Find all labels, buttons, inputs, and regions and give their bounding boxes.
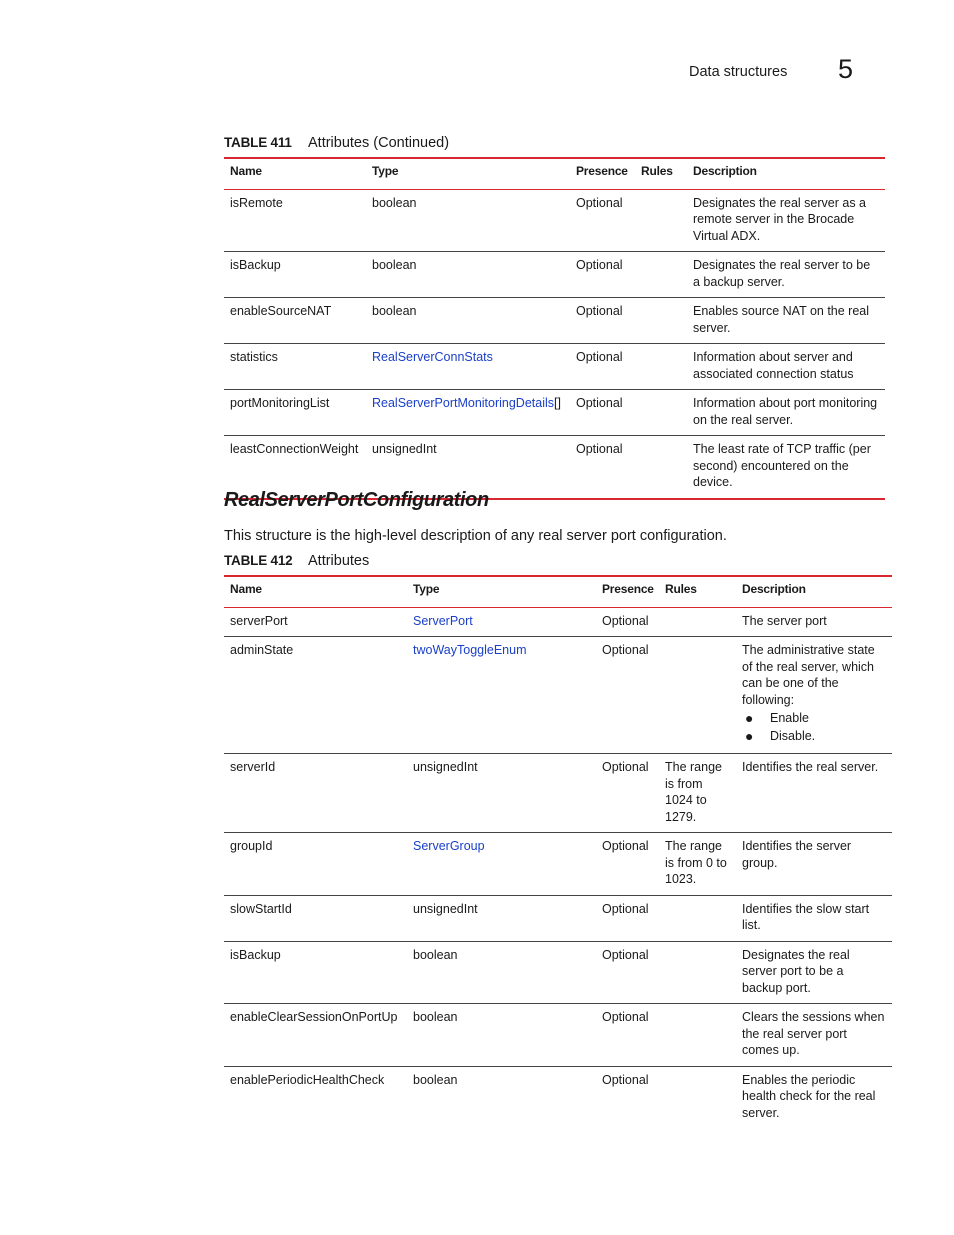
cell-type — [407, 895, 596, 941]
cell-rules — [635, 189, 687, 252]
table-411-label: TABLE 411 — [224, 135, 292, 150]
cell-type — [407, 607, 596, 637]
description-text: The least rate of TCP traffic (per second) encountered on the device. — [693, 442, 871, 489]
cell-name: enablePeriodicHealthCheck — [230, 1072, 385, 1087]
table-row — [224, 833, 892, 896]
type-text: boolean — [413, 1010, 458, 1024]
cell-name: groupId — [224, 833, 407, 896]
cell-name: enableSourceNAT — [224, 298, 366, 344]
cell-description — [736, 607, 892, 637]
table-412-title: Attributes — [308, 553, 370, 569]
cell-presence: Optional — [570, 189, 635, 252]
running-header-section: Data structures — [689, 64, 788, 80]
type-text: boolean — [372, 304, 417, 318]
description-text: Designates the real server to be a backup server. — [693, 258, 871, 289]
cell-name: adminState — [224, 637, 407, 754]
table-412-label: TABLE 412 — [224, 553, 293, 568]
cell-presence: Optional — [570, 252, 635, 298]
cell-presence: Optional — [596, 1004, 659, 1067]
cell-description — [736, 941, 892, 1004]
cell-rules — [659, 895, 736, 941]
table-row — [224, 754, 892, 833]
type-link[interactable]: ServerGroup — [413, 839, 485, 853]
column-header-presence: Presence — [570, 158, 635, 189]
description-text: Information about port monitoring on the real server. — [693, 396, 878, 427]
column-header-type: Type — [366, 158, 570, 189]
table-row — [224, 189, 885, 252]
cell-rules — [635, 436, 687, 499]
cell-description — [736, 637, 892, 754]
cell-type — [366, 189, 570, 252]
description-text: Designates the real server port to be a backup port. — [742, 947, 850, 995]
type-text: boolean — [372, 258, 417, 272]
table-row — [224, 607, 892, 637]
cell-type — [407, 833, 596, 896]
description-text: Identifies the slow start list. — [742, 901, 870, 932]
column-header-rules: Rules — [635, 158, 687, 189]
column-header-name: Name — [224, 576, 407, 607]
cell-description — [736, 1004, 892, 1067]
cell-name: serverId — [224, 754, 407, 833]
cell-presence: Optional — [596, 941, 659, 1004]
type-text: unsignedInt — [372, 442, 437, 456]
cell-name: enableClearSessionOnPortUp — [224, 1004, 407, 1067]
type-suffix: [] — [554, 396, 561, 410]
cell-presence: Optional — [596, 895, 659, 941]
column-header-type: Type — [407, 576, 596, 607]
bullet-item — [745, 728, 886, 745]
description-text: The server port — [742, 613, 827, 628]
table-row — [224, 895, 892, 941]
cell-name: portMonitoringList — [224, 390, 366, 436]
table-412-header-row — [224, 576, 892, 607]
cell-description — [687, 390, 885, 436]
bullet-icon: ● — [745, 710, 754, 726]
column-header-description: Description — [736, 576, 892, 607]
table-411-caption — [224, 135, 449, 151]
cell-type — [407, 1066, 596, 1128]
cell-type — [366, 298, 570, 344]
description-text: Information about server and associated connection status — [693, 350, 854, 381]
cell-rules — [635, 344, 687, 390]
cell-type — [407, 754, 596, 833]
cell-rules — [659, 1066, 736, 1128]
table-row — [224, 298, 885, 344]
cell-type — [366, 390, 570, 436]
description-text: Designates the real server as a remote server in the Brocade Virtual ADX. — [693, 195, 867, 243]
bullet-text: Enable — [770, 711, 809, 725]
table-412 — [224, 575, 892, 1128]
description-text: The administrative state of the real server, which can be one of the following: — [742, 643, 875, 707]
cell-description — [687, 344, 885, 390]
bullet-item — [745, 710, 886, 727]
cell-description — [687, 436, 885, 499]
cell-presence: Optional — [596, 637, 659, 754]
cell-type — [366, 344, 570, 390]
cell-name: leastConnectionWeight — [224, 436, 366, 499]
cell-presence: Optional — [570, 436, 635, 499]
type-text: unsignedInt — [413, 760, 478, 774]
table-row — [224, 941, 892, 1004]
cell-presence: Optional — [596, 607, 659, 637]
table-row — [224, 390, 885, 436]
table-row — [224, 252, 885, 298]
cell-rules — [635, 252, 687, 298]
description-text: Identifies the real server. — [742, 760, 879, 774]
section-intro: This structure is the high-level description of any real server port configuration. — [224, 528, 727, 544]
cell-description — [736, 754, 892, 833]
cell-description — [687, 189, 885, 252]
section-heading: RealServerPortConfiguration — [224, 489, 489, 511]
cell-presence: Optional — [570, 298, 635, 344]
cell-name: isRemote — [224, 189, 366, 252]
description-text: Identifies the server group. — [742, 839, 852, 870]
cell-description — [736, 1066, 892, 1128]
cell-name: slowStartId — [224, 895, 407, 941]
description-text: Clears the sessions when the real server port comes up. — [742, 1010, 885, 1057]
table-412-caption — [224, 553, 369, 569]
table-row — [224, 637, 892, 754]
cell-rules: The range is from 1024 to 1279. — [659, 754, 736, 833]
table-411-title: Attributes (Continued) — [308, 135, 450, 151]
cell-type — [407, 637, 596, 754]
table-row — [224, 1004, 892, 1067]
cell-description — [687, 298, 885, 344]
type-text: boolean — [413, 1072, 458, 1087]
type-text: boolean — [372, 195, 417, 210]
description-bullets — [742, 710, 886, 745]
cell-rules — [635, 390, 687, 436]
type-text: unsignedInt — [413, 901, 478, 916]
cell-type — [407, 941, 596, 1004]
table-411 — [224, 157, 885, 500]
cell-rules — [659, 1004, 736, 1067]
column-header-name: Name — [224, 158, 366, 189]
type-link[interactable]: RealServerConnStats — [372, 350, 493, 364]
table-411-header-row — [224, 158, 885, 189]
type-link[interactable]: ServerPort — [413, 613, 473, 628]
cell-type — [366, 252, 570, 298]
type-link[interactable]: RealServerPortMonitoringDetails — [372, 396, 555, 410]
cell-presence: Optional — [570, 390, 635, 436]
cell-presence: Optional — [596, 833, 659, 896]
type-text: boolean — [413, 947, 458, 962]
cell-type — [407, 1004, 596, 1067]
cell-rules — [635, 298, 687, 344]
cell-presence: Optional — [570, 344, 635, 390]
cell-rules — [659, 637, 736, 754]
cell-name: isBackup — [224, 941, 407, 1004]
cell-rules — [659, 941, 736, 1004]
cell-rules: The range is from 0 to 1023. — [659, 833, 736, 896]
column-header-description: Description — [687, 158, 885, 189]
bullet-icon: ● — [745, 728, 754, 744]
column-header-presence: Presence — [596, 576, 659, 607]
chapter-number: 5 — [838, 54, 854, 84]
cell-name: statistics — [224, 344, 366, 390]
cell-presence: Optional — [602, 1072, 649, 1087]
bullet-text: Disable. — [770, 729, 816, 743]
column-header-rules: Rules — [659, 576, 736, 607]
cell-rules — [659, 607, 736, 637]
cell-presence: Optional — [596, 754, 659, 833]
cell-name: serverPort — [224, 607, 407, 637]
description-text: Enables the periodic health check for the real server. — [742, 1072, 876, 1120]
cell-description — [736, 895, 892, 941]
table-row — [224, 344, 885, 390]
cell-description — [687, 252, 885, 298]
description-text: Enables source NAT on the real server. — [693, 304, 870, 335]
cell-name: isBackup — [224, 252, 366, 298]
table-row — [224, 1066, 892, 1128]
cell-description — [736, 833, 892, 896]
type-link[interactable]: twoWayToggleEnum — [413, 643, 527, 657]
